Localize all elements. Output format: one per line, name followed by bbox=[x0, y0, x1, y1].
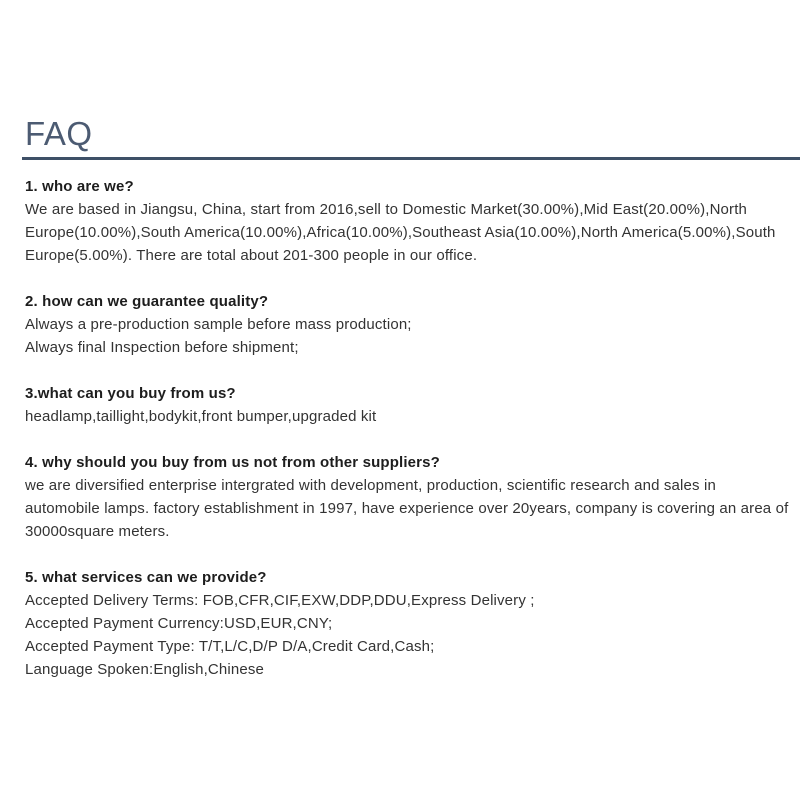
answer-line: headlamp,taillight,bodykit,front bumper,upgraded kit bbox=[25, 408, 377, 425]
faq-section-4 bbox=[25, 451, 800, 543]
faq-content bbox=[25, 175, 800, 678]
faq-section-2 bbox=[25, 290, 800, 359]
answer-line: Accepted Delivery Terms: FOB,CFR,CIF,EXW,DDP,DDU,Express Delivery ; bbox=[25, 592, 535, 609]
question-heading: 3.what can you buy from us? bbox=[25, 385, 236, 402]
answer-line: automobile lamps. factory establishment in 1997, have experience over 20years, company is covering an area of bbox=[25, 500, 789, 517]
faq-section-1 bbox=[25, 175, 800, 267]
answer-line: Language Spoken:English,Chinese bbox=[25, 661, 264, 678]
answer-line: 30000square meters. bbox=[25, 523, 170, 540]
faq-section-5 bbox=[25, 566, 800, 678]
faq-section-3 bbox=[25, 382, 800, 428]
answer-line: Always final Inspection before shipment; bbox=[25, 339, 299, 356]
answer-line: Accepted Payment Currency:USD,EUR,CNY; bbox=[25, 615, 333, 632]
answer-line: We are based in Jiangsu, China, start from 2016,sell to Domestic Market(30.00%),Mid East(20.00%),North bbox=[25, 201, 747, 218]
answer-line: Europe(5.00%). There are total about 201-300 people in our office. bbox=[25, 247, 478, 264]
page-title: FAQ bbox=[25, 115, 93, 152]
question-heading: 5. what services can we provide? bbox=[25, 569, 267, 586]
question-heading: 2. how can we guarantee quality? bbox=[25, 293, 269, 310]
question-heading: 4. why should you buy from us not from other suppliers? bbox=[25, 454, 440, 471]
answer-line: we are diversified enterprise intergrated with development, production, scientific research and sales in bbox=[25, 477, 716, 494]
title-divider bbox=[22, 157, 800, 160]
answer-line: Accepted Payment Type: T/T,L/C,D/P D/A,Credit Card,Cash; bbox=[25, 638, 435, 655]
question-heading: 1. who are we? bbox=[25, 178, 134, 195]
answer-line: Always a pre-production sample before mass production; bbox=[25, 316, 412, 333]
answer-line: Europe(10.00%),South America(10.00%),Africa(10.00%),Southeast Asia(10.00%),North America(5.00%),South bbox=[25, 224, 776, 241]
